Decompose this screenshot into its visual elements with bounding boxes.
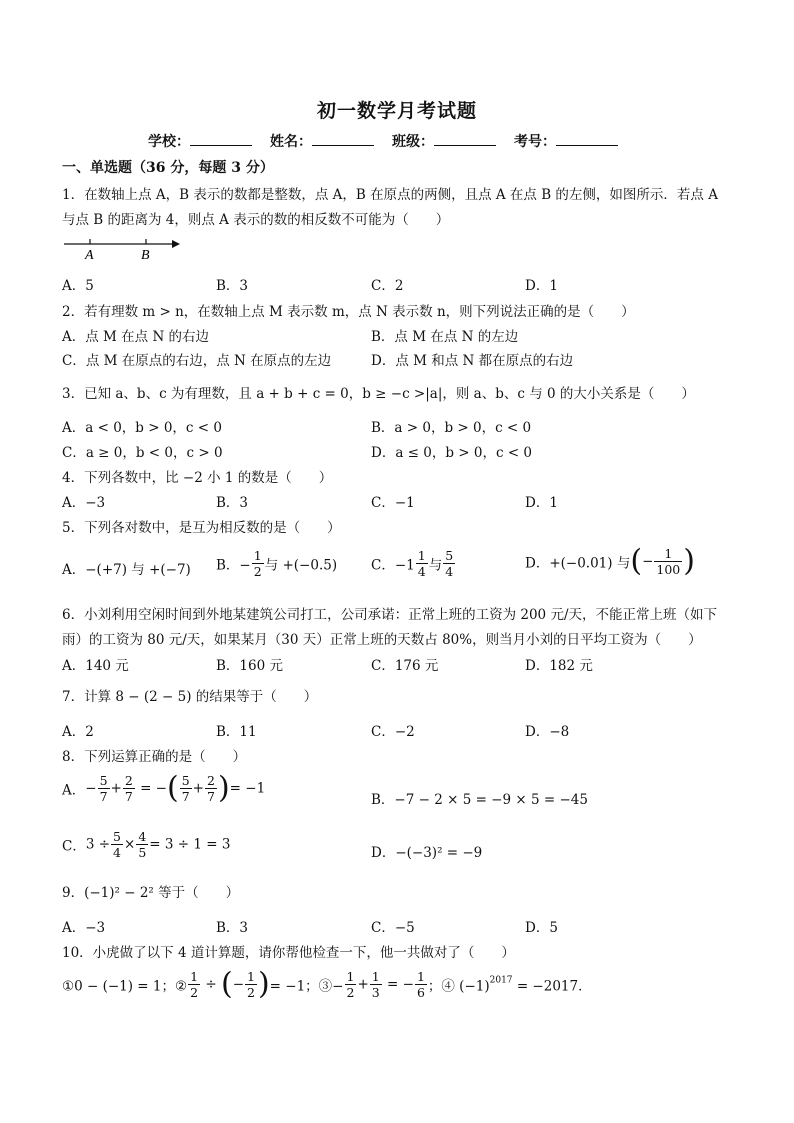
q8-a-n3: 5 xyxy=(181,773,190,788)
q10-frac5 xyxy=(415,969,427,1000)
q8-c-frac2 xyxy=(136,829,148,860)
q2-option-c[interactable]: C．点 M 在原点的右边，点 N 在原点的左边 xyxy=(62,353,332,369)
q8-c-three: 3 ÷ xyxy=(85,836,111,853)
school-label: 学校： xyxy=(148,134,190,150)
q5-b-prefix: B．− xyxy=(216,557,251,574)
q10-n5: 1 xyxy=(416,969,425,984)
point-a-label: A xyxy=(85,248,94,262)
q5-c-num1: 1 xyxy=(417,548,426,563)
q8-a-rparen: ) xyxy=(217,770,230,806)
q9-option-a[interactable]: A．−3 xyxy=(62,920,106,936)
q9-option-c[interactable]: C．−5 xyxy=(371,920,415,936)
q10-part2: = −1；③− xyxy=(269,978,344,995)
q8-a-tail: = −1 xyxy=(229,780,266,797)
q10-exponent: 2017 xyxy=(489,975,513,986)
q3-option-a[interactable]: A．a < 0，b > 0，c < 0 xyxy=(62,420,222,436)
q8-c-frac1 xyxy=(111,829,123,860)
q8-a-n4: 2 xyxy=(206,773,215,788)
q8-c-label: C． xyxy=(62,838,86,855)
q5-d-num: 1 xyxy=(654,546,682,562)
q8-option-a[interactable] xyxy=(62,770,266,806)
q7-option-d[interactable]: D．−8 xyxy=(525,724,570,740)
q8-a-frac4 xyxy=(205,773,217,804)
q5-d-left-paren: ( xyxy=(630,543,643,579)
q10-part1: ①0 − (−1) = 1；② xyxy=(62,978,188,995)
q9-stem: 9．(−1)² − 2² 等于（ ） xyxy=(62,885,240,901)
q5-option-d[interactable] xyxy=(525,543,695,579)
q5-c-and: 与 xyxy=(428,557,443,574)
q5-d-den: 100 xyxy=(656,562,681,577)
q6-line1: 6．小刘利用空闲时间到外地某建筑公司打工，公司承诺：正常上班的工资为 200 元/天，不能正常上班（如下 xyxy=(62,607,717,623)
q6-line2: 雨）的工资为 80 元/天，如果某月（30 天）正常上班的天数占 80%，则当月小刘的日平均工资为（ ） xyxy=(62,632,702,648)
q7-option-c[interactable]: C．−2 xyxy=(371,724,415,740)
q8-c-n2: 4 xyxy=(138,829,147,844)
q2-option-d[interactable]: D．点 M 和点 N 都在原点的右边 xyxy=(371,353,574,369)
number-blank[interactable] xyxy=(556,145,618,146)
q8-a-n1: 5 xyxy=(99,773,108,788)
q8-a-minus1: − xyxy=(85,780,97,797)
q6-option-c[interactable]: C．176 元 xyxy=(371,658,439,674)
q5-b-suffix: 与 +(−0.5) xyxy=(264,557,338,574)
q10-plus: + xyxy=(357,976,369,993)
q8-a-lparen: ( xyxy=(167,770,179,806)
q8-a-eq: = − xyxy=(135,780,167,797)
q8-a-label: A． xyxy=(62,782,86,799)
q1-line2: 与点 B 的距离为 4，则点 A 表示的数的相反数不可能为（ ） xyxy=(62,212,450,228)
student-info-row xyxy=(148,131,636,151)
q3-stem: 3．已知 a、b、c 为有理数，且 a + b + c = 0，b ≥ −c >|a|，则 a、b、c 与 0 的大小关系是（ ） xyxy=(62,386,695,402)
q4-option-c[interactable]: C．−1 xyxy=(371,495,415,511)
q10-n2: 1 xyxy=(247,969,255,984)
q3-option-c[interactable]: C．a ≥ 0，b < 0，c > 0 xyxy=(62,445,223,461)
q8-a-d4: 7 xyxy=(206,789,215,804)
q5-b-den: 2 xyxy=(253,564,262,579)
number-label: 考号： xyxy=(514,134,556,150)
q10-div: ÷ xyxy=(201,976,221,993)
q8-a-d2: 7 xyxy=(124,789,133,804)
q5-c-den2: 4 xyxy=(445,564,454,579)
q7-option-b[interactable]: B．11 xyxy=(216,724,257,740)
q8-option-c[interactable] xyxy=(62,829,230,860)
class-label: 班级： xyxy=(392,134,434,150)
q10-frac1 xyxy=(188,969,200,1000)
q5-d-right-paren: ) xyxy=(683,543,695,579)
q7-option-a[interactable]: A．2 xyxy=(62,724,94,740)
q7-stem: 7．计算 8 − (2 − 5) 的结果等于（ ） xyxy=(62,689,318,705)
q6-option-b[interactable]: B．160 元 xyxy=(216,658,283,674)
q5-c-den1: 4 xyxy=(417,564,426,579)
point-b-label: B xyxy=(141,248,150,262)
q8-option-b[interactable]: B．−7 − 2 × 5 = −9 × 5 = −45 xyxy=(371,792,588,808)
q5-option-c[interactable] xyxy=(371,548,456,579)
q8-c-d1: 4 xyxy=(113,845,121,860)
page-title: 初一数学月考试题 xyxy=(316,100,477,122)
q8-option-d[interactable]: D．−(−3)² = −9 xyxy=(371,845,483,861)
q5-d-prefix: D．+(−0.01) 与 xyxy=(525,555,631,572)
number-line-figure xyxy=(64,236,180,262)
q10-d3: 2 xyxy=(346,985,355,1000)
q10-part3: ；④ (−1) xyxy=(427,978,490,995)
q8-a-frac3 xyxy=(180,773,192,804)
q8-a-n2: 2 xyxy=(124,773,133,788)
q5-d-fraction xyxy=(654,546,682,577)
q10-frac3 xyxy=(345,969,357,1000)
q9-option-b[interactable]: B．3 xyxy=(216,920,249,936)
q2-stem: 2．若有理数 m > n，在数轴上点 M 表示数 m，点 N 表示数 n，则下列说法正确的是（ ） xyxy=(62,304,635,320)
q10-d1: 2 xyxy=(190,985,199,1000)
q8-a-plus2: + xyxy=(192,780,204,797)
q10-frac4 xyxy=(370,969,382,1000)
q8-c-n1: 5 xyxy=(113,829,121,844)
q3-option-d[interactable]: D．a ≤ 0，b > 0，c < 0 xyxy=(371,445,533,461)
q1-option-b[interactable]: B．3 xyxy=(216,278,249,294)
name-blank[interactable] xyxy=(312,145,374,146)
q10-n3: 1 xyxy=(346,969,355,984)
q5-c-fraction2 xyxy=(443,548,455,579)
q10-stem: 10．小虎做了以下 4 道计算题，请你帮他检查一下，他一共做对了（ ） xyxy=(62,945,515,961)
q10-items xyxy=(62,966,592,1002)
q1-option-c[interactable]: C．2 xyxy=(371,278,404,294)
q8-a-d1: 7 xyxy=(99,789,108,804)
q8-a-d3: 7 xyxy=(181,789,190,804)
q10-lparen: ( xyxy=(220,966,233,1002)
q10-d5: 6 xyxy=(416,985,425,1000)
q9-option-d[interactable]: D．5 xyxy=(525,920,558,936)
q3-option-b[interactable]: B．a > 0，b > 0，c < 0 xyxy=(371,420,532,436)
q5-c-prefix: C．−1 xyxy=(371,557,415,574)
q10-part4: = −2017． xyxy=(512,978,592,995)
class-blank[interactable] xyxy=(434,145,496,146)
q10-d4: 3 xyxy=(371,985,380,1000)
q6-option-d[interactable]: D．182 元 xyxy=(525,658,593,674)
school-blank[interactable] xyxy=(190,145,252,146)
q8-a-plus: + xyxy=(110,780,122,797)
q1-option-d[interactable]: D．1 xyxy=(525,278,558,294)
q5-c-fraction1 xyxy=(416,548,428,579)
q10-d2: 2 xyxy=(247,985,255,1000)
q10-eq: = − xyxy=(382,976,414,993)
q10-n4: 1 xyxy=(371,969,380,984)
q5-c-num2: 5 xyxy=(445,548,454,563)
q8-c-d2: 5 xyxy=(138,845,147,860)
q2-option-b[interactable]: B．点 M 在点 N 的左边 xyxy=(371,329,519,345)
q10-minus: − xyxy=(232,976,244,993)
q8-c-tail: = 3 ÷ 1 = 3 xyxy=(149,836,231,853)
q10-rparen: ) xyxy=(257,966,270,1002)
q5-stem: 5．下列各对数中，是互为相反数的是（ ） xyxy=(62,520,341,536)
section-heading: 一、单选题（36 分，每题 3 分） xyxy=(62,160,274,176)
q5-b-fraction xyxy=(252,548,264,579)
q4-option-a[interactable]: A．−3 xyxy=(62,495,106,511)
q5-b-num: 1 xyxy=(253,548,262,563)
q5-option-b[interactable] xyxy=(216,548,337,579)
q5-option-a[interactable]: A．−(+7) 与 +(−7) xyxy=(62,562,191,578)
q8-a-frac2 xyxy=(123,773,135,804)
q5-d-minus: − xyxy=(642,553,654,570)
q8-c-times: × xyxy=(124,836,136,853)
q10-n1: 1 xyxy=(190,969,199,984)
q6-option-a[interactable]: A．140 元 xyxy=(62,658,129,674)
q4-option-b[interactable]: B．3 xyxy=(216,495,249,511)
q2-option-a[interactable]: A．点 M 在点 N 的右边 xyxy=(62,329,210,345)
q8-a-frac1 xyxy=(98,773,110,804)
q1-option-a[interactable]: A．5 xyxy=(62,278,94,294)
q4-option-d[interactable]: D．1 xyxy=(525,495,558,511)
q1-line1: 1．在数轴上点 A，B 表示的数都是整数，点 A，B 在原点的两侧，且点 A 在点 B 的左侧，如图所示．若点 A xyxy=(62,187,718,203)
q4-stem: 4．下列各数中，比 −2 小 1 的数是（ ） xyxy=(62,470,333,486)
q8-stem: 8．下列运算正确的是（ ） xyxy=(62,749,247,765)
q10-frac2 xyxy=(245,969,257,1000)
name-label: 姓名： xyxy=(270,134,312,150)
